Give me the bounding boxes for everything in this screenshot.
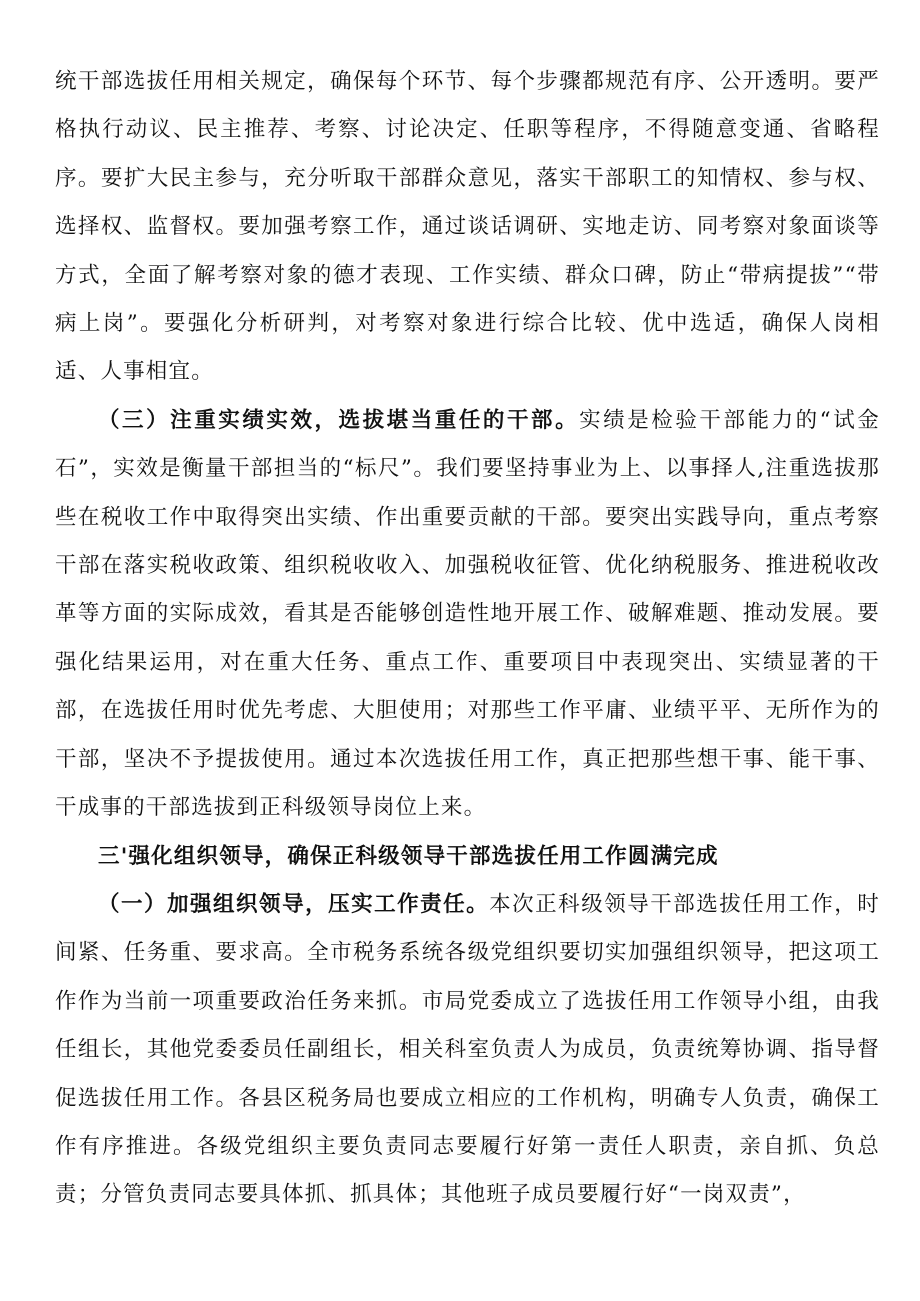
section-heading-3: （三）注重实绩实效，选拔堪当重任的干部。 — [98, 407, 580, 433]
paragraph-text: 实绩是检验干部能力的“试金石”，实效是衡量干部担当的“标尺”。我们要坚持事业为上、以事择人,注重选拔那些在税收工作中取得突出实绩、作出重要贡献的干部。要突出实践导向，重点考察干部在落实税收政策、组织税收收入、加强税收征管、优化纳税服务、推进税收改革等方面的实际成效，看其是否能够创造性地开展工作、破解难题、推动发展。要强化结果运用，对在重大任务、重点工作、重要项目中表现突出、实绩显著的干部，在选拔任用时优先考虑、大胆使用；对那些工作平庸、业绩平平、无所作为的干部，坚决不予提拔使用。通过本次选拔任用工作，真正把那些想干事、能干事、干成事的干部选拔到正科级领导岗位上来。 — [55, 407, 880, 821]
paragraph-text: 统干部选拔任用相关规定，确保每个环节、每个步骤都规范有序、公开透明。要严格执行动议、民主推荐、考察、讨论决定、任职等程序，不得随意变通、省略程序。要扩大民主参与，充分听取干部群众意见，落实干部职工的知情权、参与权、选择权、监督权。要加强考察工作，通过谈话调研、实地走访、同考察对象面谈等方式，全面了解考察对象的德才表现、工作实绩、群众口碑，防止“带病提拔”“带病上岗”。要强化分析研判，对考察对象进行综合比较、优中选适，确保人岗相适、人事相宜。 — [55, 69, 880, 385]
document-body — [55, 58, 880, 1220]
section-heading-1: （一）加强组织领导，压实工作责任。 — [98, 891, 490, 917]
chapter-heading-3 — [55, 833, 880, 881]
paragraph-continuation — [55, 58, 880, 397]
chapter-heading-text: 三'强化组织领导，确保正科级领导干部选拔任用工作圆满完成 — [98, 843, 719, 869]
paragraph-text: 本次正科级领导干部选拔任用工作，时间紧、任务重、要求高。全市税务系统各级党组织要切实加强组织领导，把这项工作作为当前一项重要政治任务来抓。市局党委成立了选拔任用工作领导小组，由我任组长，其他党委委员任副组长，相关科室负责人为成员，负责统筹协调、指导督促选拔任用工作。各县区税务局也要成立相应的工作机构，明确专人负责，确保工作有序推进。各级党组织主要负责同志要履行好第一责任人职责，亲自抓、负总责；分管负责同志要具体抓、抓具体；其他班子成员要履行好“一岗双责”， — [55, 891, 880, 1208]
paragraph-section-1 — [55, 881, 880, 1220]
paragraph-section-3 — [55, 397, 880, 833]
